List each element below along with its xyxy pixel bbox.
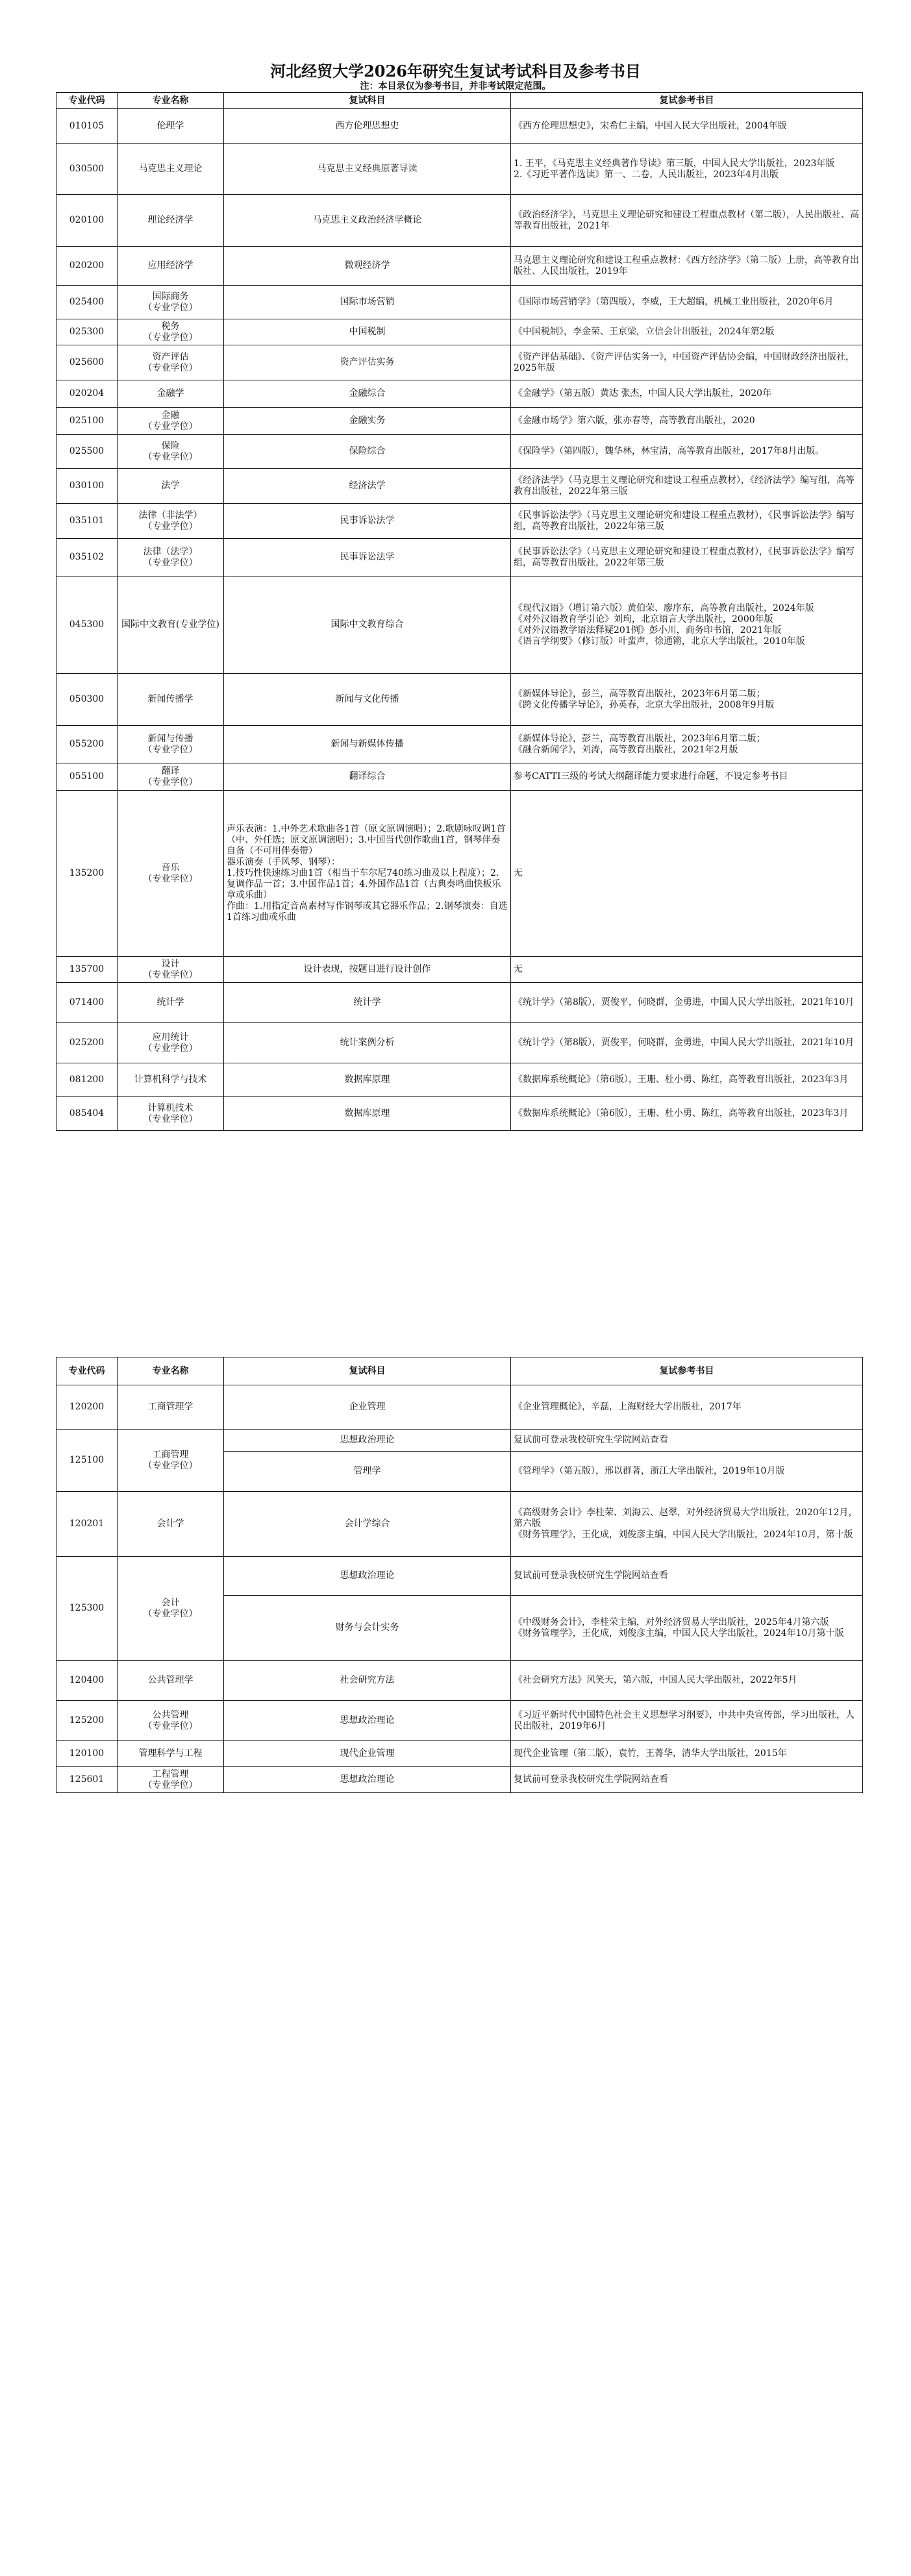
table-row — [56, 983, 863, 1023]
major-name: 翻译 （专业学位） — [118, 763, 224, 791]
exam-subject: 财务与会计实务 — [224, 1596, 511, 1661]
exam-subject: 资产评估实务 — [224, 345, 511, 380]
header-subject: 复试科目 — [224, 93, 511, 109]
table-row — [56, 1701, 863, 1741]
table-row — [56, 1741, 863, 1767]
reference-books: 《中级财务会计》，李桂荣主编，对外经济贸易大学出版社，2025年4月第六版 《财务管理学》，王化成，刘俊彦主编，中国人民大学出版社，2024年10月第十版 — [511, 1596, 863, 1661]
major-code: 025500 — [56, 435, 118, 469]
reference-books: 《数据库系统概论》（第6版），王珊、杜小勇、陈红，高等教育出版社，2023年3月 — [511, 1097, 863, 1131]
table-row — [56, 408, 863, 435]
major-code: 030100 — [56, 469, 118, 504]
table-row — [56, 1385, 863, 1430]
header-code: 专业代码 — [56, 93, 118, 109]
exam-subject: 管理学 — [224, 1452, 511, 1492]
reference-books: 现代企业管理（第二版），袁竹，王菁华，清华大学出版社，2015年 — [511, 1741, 863, 1767]
major-name: 应用经济学 — [118, 247, 224, 286]
reference-books: 复试前可登录我校研究生学院网站查看 — [511, 1430, 863, 1452]
major-name: 法律（法学） （专业学位） — [118, 539, 224, 576]
page-note: 注：本目录仅为参考书目，并非考试限定范围。 — [360, 81, 551, 92]
reference-books: 马克思主义理论研究和建设工程重点教材：《西方经济学》（第二版）上册，高等教育出版社、人民出版社，2019年 — [511, 247, 863, 286]
reference-books: 《现代汉语》（增订第六版）黄伯荣、廖序东，高等教育出版社，2024年版 《对外汉语教育学引论》刘珣，北京语言大学出版社，2000年版 《对外汉语教学语法释疑201例》彭小川，商务印书馆，2021年版 《语言学纲要》（修订版）叶蜚声，徐通锵，北京大学出版社，2010年版 — [511, 576, 863, 674]
table-row — [56, 1557, 863, 1596]
major-name: 金融学 — [118, 380, 224, 408]
table-row — [56, 319, 863, 345]
major-name: 会计学 — [118, 1492, 224, 1557]
reference-books: 《统计学》（第8版），贾俊平，何晓群，金勇进，中国人民大学出版社，2021年10月 — [511, 983, 863, 1023]
table-row — [56, 1063, 863, 1097]
exam-table-2 — [56, 1357, 863, 1793]
exam-subject: 统计案例分析 — [224, 1023, 511, 1063]
major-name: 统计学 — [118, 983, 224, 1023]
major-name: 理论经济学 — [118, 195, 224, 247]
table-row — [56, 435, 863, 469]
major-name: 国际商务 （专业学位） — [118, 286, 224, 319]
major-code: 085404 — [56, 1097, 118, 1131]
exam-subject: 企业管理 — [224, 1385, 511, 1430]
exam-subject: 数据库原理 — [224, 1097, 511, 1131]
exam-subject: 思想政治理论 — [224, 1701, 511, 1741]
table-header-row — [56, 93, 863, 109]
major-code: 135700 — [56, 957, 118, 983]
header-books: 复试参考书目 — [511, 93, 863, 109]
major-name: 金融 （专业学位） — [118, 408, 224, 435]
major-code: 125601 — [56, 1767, 118, 1793]
table-row — [56, 380, 863, 408]
reference-books: 《资产评估基础》、《资产评估实务一》，中国资产评估协会编，中国财政经济出版社，2025年版 — [511, 345, 863, 380]
major-code: 120100 — [56, 1741, 118, 1767]
table-header-row — [56, 1357, 863, 1385]
table-row — [56, 576, 863, 674]
major-name: 公共管理 （专业学位） — [118, 1701, 224, 1741]
exam-subject: 国际市场营销 — [224, 286, 511, 319]
reference-books: 《西方伦理思想史》，宋希仁主编，中国人民大学出版社，2004年版 — [511, 109, 863, 144]
table-row — [56, 109, 863, 144]
major-name: 法律（非法学） （专业学位） — [118, 504, 224, 539]
table-row — [56, 674, 863, 726]
exam-subject: 金融综合 — [224, 380, 511, 408]
major-code: 120400 — [56, 1661, 118, 1701]
major-code: 081200 — [56, 1063, 118, 1097]
exam-subject: 翻译综合 — [224, 763, 511, 791]
reference-books: 《民事诉讼法学》（马克思主义理论研究和建设工程重点教材），《民事诉讼法学》编写组，高等教育出版社，2022年第三版 — [511, 539, 863, 576]
exam-subject: 国际中文教育综合 — [224, 576, 511, 674]
header-code: 专业代码 — [56, 1357, 118, 1385]
major-name: 计算机技术 （专业学位） — [118, 1097, 224, 1131]
table-row — [56, 144, 863, 195]
major-code: 055200 — [56, 726, 118, 763]
reference-books: 无 — [511, 957, 863, 983]
table-row — [56, 1430, 863, 1452]
reference-books: 《民事诉讼法学》（马克思主义理论研究和建设工程重点教材），《民事诉讼法学》编写组，高等教育出版社，2022年第三版 — [511, 504, 863, 539]
exam-subject: 马克思主义政治经济学概论 — [224, 195, 511, 247]
major-name: 工商管理 （专业学位） — [118, 1430, 224, 1492]
major-code: 020204 — [56, 380, 118, 408]
exam-subject: 民事诉讼法学 — [224, 539, 511, 576]
reference-books: 《管理学》（第五版），邢以群著，浙江大学出版社，2019年10月版 — [511, 1452, 863, 1492]
major-code: 010105 — [56, 109, 118, 144]
major-code: 045300 — [56, 576, 118, 674]
major-code: 035101 — [56, 504, 118, 539]
table-row — [56, 763, 863, 791]
major-name: 国际中文教育(专业学位) — [118, 576, 224, 674]
exam-subject: 金融实务 — [224, 408, 511, 435]
major-code: 125300 — [56, 1557, 118, 1661]
major-name: 音乐 （专业学位） — [118, 791, 224, 957]
exam-subject: 现代企业管理 — [224, 1741, 511, 1767]
major-code: 035102 — [56, 539, 118, 576]
exam-subject: 社会研究方法 — [224, 1661, 511, 1701]
reference-books: 《企业管理概论》，辛磊，上海财经大学出版社，2017年 — [511, 1385, 863, 1430]
major-code: 125200 — [56, 1701, 118, 1741]
table-row — [56, 1767, 863, 1793]
major-code: 120201 — [56, 1492, 118, 1557]
major-name: 新闻与传播 （专业学位） — [118, 726, 224, 763]
reference-books: 1. 王平，《马克思主义经典著作导读》第三版，中国人民大学出版社，2023年版 2.《习近平著作选读》第一、二卷，人民出版社，2023年4月出版 — [511, 144, 863, 195]
table-row — [56, 504, 863, 539]
header-name: 专业名称 — [118, 93, 224, 109]
exam-subject: 中国税制 — [224, 319, 511, 345]
major-name: 管理科学与工程 — [118, 1741, 224, 1767]
reference-books: 参考CATTI三级的考试大纲翻译能力要求进行命题，不设定参考书目 — [511, 763, 863, 791]
major-name: 工程管理 （专业学位） — [118, 1767, 224, 1793]
reference-books: 《新媒体导论》，彭兰，高等教育出版社，2023年6月第二版； 《跨文化传播学导论》，孙英春，北京大学出版社，2008年9月版 — [511, 674, 863, 726]
table-row — [56, 469, 863, 504]
table-row — [56, 1492, 863, 1557]
major-code: 071400 — [56, 983, 118, 1023]
major-code: 020200 — [56, 247, 118, 286]
major-name: 资产评估 （专业学位） — [118, 345, 224, 380]
major-name: 马克思主义理论 — [118, 144, 224, 195]
reference-books: 《中国税制》，李金荣、王京梁，立信会计出版社，2024年第2版 — [511, 319, 863, 345]
exam-subject: 数据库原理 — [224, 1063, 511, 1097]
exam-subject: 声乐表演：1.中外艺术歌曲各1首（原文原调演唱）；2.歌剧咏叹调1首（中、外任选；原文原调演唱）；3.中国当代创作歌曲1首，钢琴伴奏自备（不可用伴奏带） 器乐演奏（手风琴、钢琴）： 1.技巧性快速练习曲1首（相当于车尔尼740练习曲及以上程度）；2.复调作品一首；3.中国作品1首；4.外国作品1首（古典奏鸣曲快板乐章或乐曲） 作曲：1.用指定音高素材写作钢琴或其它器乐作品；2.钢琴演奏：自选1首练习曲或乐曲 — [224, 791, 511, 957]
exam-subject: 思想政治理论 — [224, 1767, 511, 1793]
exam-subject: 思想政治理论 — [224, 1430, 511, 1452]
reference-books: 《政治经济学》，马克思主义理论研究和建设工程重点教材（第二版），人民出版社、高等教育出版社，2021年 — [511, 195, 863, 247]
reference-books: 《统计学》（第8版），贾俊平，何晓群，金勇进，中国人民大学出版社，2021年10月 — [511, 1023, 863, 1063]
major-name: 税务 （专业学位） — [118, 319, 224, 345]
header-books: 复试参考书目 — [511, 1357, 863, 1385]
table-row — [56, 1097, 863, 1131]
reference-books: 《国际市场营销学》（第四版），李威，王大超编，机械工业出版社，2020年6月 — [511, 286, 863, 319]
table-row — [56, 247, 863, 286]
major-name: 工商管理学 — [118, 1385, 224, 1430]
exam-subject: 经济法学 — [224, 469, 511, 504]
major-name: 计算机科学与技术 — [118, 1063, 224, 1097]
major-code: 135200 — [56, 791, 118, 957]
table-row — [56, 791, 863, 957]
reference-books: 《保险学》（第四版），魏华林，林宝清，高等教育出版社，2017年8月出版。 — [511, 435, 863, 469]
exam-subject: 马克思主义经典原著导读 — [224, 144, 511, 195]
exam-subject: 新闻与新媒体传播 — [224, 726, 511, 763]
table-row — [56, 286, 863, 319]
major-name: 保险 （专业学位） — [118, 435, 224, 469]
reference-books: 复试前可登录我校研究生学院网站查看 — [511, 1557, 863, 1596]
exam-subject: 微观经济学 — [224, 247, 511, 286]
major-code: 025100 — [56, 408, 118, 435]
exam-subject: 西方伦理思想史 — [224, 109, 511, 144]
major-name: 会计 （专业学位） — [118, 1557, 224, 1661]
reference-books: 《新媒体导论》，彭兰，高等教育出版社，2023年6月第二版； 《融合新闻学》，刘涛，高等教育出版社，2021年2月版 — [511, 726, 863, 763]
major-code: 025200 — [56, 1023, 118, 1063]
exam-subject: 保险综合 — [224, 435, 511, 469]
exam-subject: 新闻与文化传播 — [224, 674, 511, 726]
reference-books: 《社会研究方法》风笑天，第六版，中国人民大学出版社，2022年5月 — [511, 1661, 863, 1701]
major-name: 法学 — [118, 469, 224, 504]
page-title: 河北经贸大学2026年研究生复试考试科目及参考书目 — [270, 62, 641, 80]
exam-table-1 — [56, 92, 863, 1131]
major-code: 055100 — [56, 763, 118, 791]
header-subject: 复试科目 — [224, 1357, 511, 1385]
major-name: 应用统计 （专业学位） — [118, 1023, 224, 1063]
reference-books: 无 — [511, 791, 863, 957]
table-row — [56, 345, 863, 380]
table-row — [56, 1023, 863, 1063]
major-code: 025300 — [56, 319, 118, 345]
major-code: 025600 — [56, 345, 118, 380]
reference-books: 《数据库系统概论》（第6版），王珊、杜小勇、陈红，高等教育出版社，2023年3月 — [511, 1063, 863, 1097]
exam-subject: 统计学 — [224, 983, 511, 1023]
major-code: 020100 — [56, 195, 118, 247]
header-name: 专业名称 — [118, 1357, 224, 1385]
reference-books: 《习近平新时代中国特色社会主义思想学习纲要》，中共中央宣传部，学习出版社，人民出版社，2019年6月 — [511, 1701, 863, 1741]
exam-subject: 设计表现，按题目进行设计创作 — [224, 957, 511, 983]
reference-books: 《金融市场学》第六版，张亦春等，高等教育出版社，2020 — [511, 408, 863, 435]
table-row — [56, 957, 863, 983]
exam-subject: 思想政治理论 — [224, 1557, 511, 1596]
reference-books: 《高级财务会计》李桂荣、刘海云、赵翠，对外经济贸易大学出版社，2020年12月，第六版 《财务管理学》，王化成，刘俊彦主编，中国人民大学出版社，2024年10月，第十版 — [511, 1492, 863, 1557]
reference-books: 复试前可登录我校研究生学院网站查看 — [511, 1767, 863, 1793]
major-code: 050300 — [56, 674, 118, 726]
reference-books: 《金融学》（第五版）黄达 张杰，中国人民大学出版社，2020年 — [511, 380, 863, 408]
major-name: 设计 （专业学位） — [118, 957, 224, 983]
major-name: 伦理学 — [118, 109, 224, 144]
table-row — [56, 539, 863, 576]
exam-subject: 会计学综合 — [224, 1492, 511, 1557]
major-code: 025400 — [56, 286, 118, 319]
major-name: 新闻传播学 — [118, 674, 224, 726]
major-code: 120200 — [56, 1385, 118, 1430]
major-code: 030500 — [56, 144, 118, 195]
table-row — [56, 1661, 863, 1701]
table-row — [56, 195, 863, 247]
table-row — [56, 726, 863, 763]
major-name: 公共管理学 — [118, 1661, 224, 1701]
major-code: 125100 — [56, 1430, 118, 1492]
exam-subject: 民事诉讼法学 — [224, 504, 511, 539]
reference-books: 《经济法学》（马克思主义理论研究和建设工程重点教材），《经济法学》编写组，高等教育出版社，2022年第三版 — [511, 469, 863, 504]
